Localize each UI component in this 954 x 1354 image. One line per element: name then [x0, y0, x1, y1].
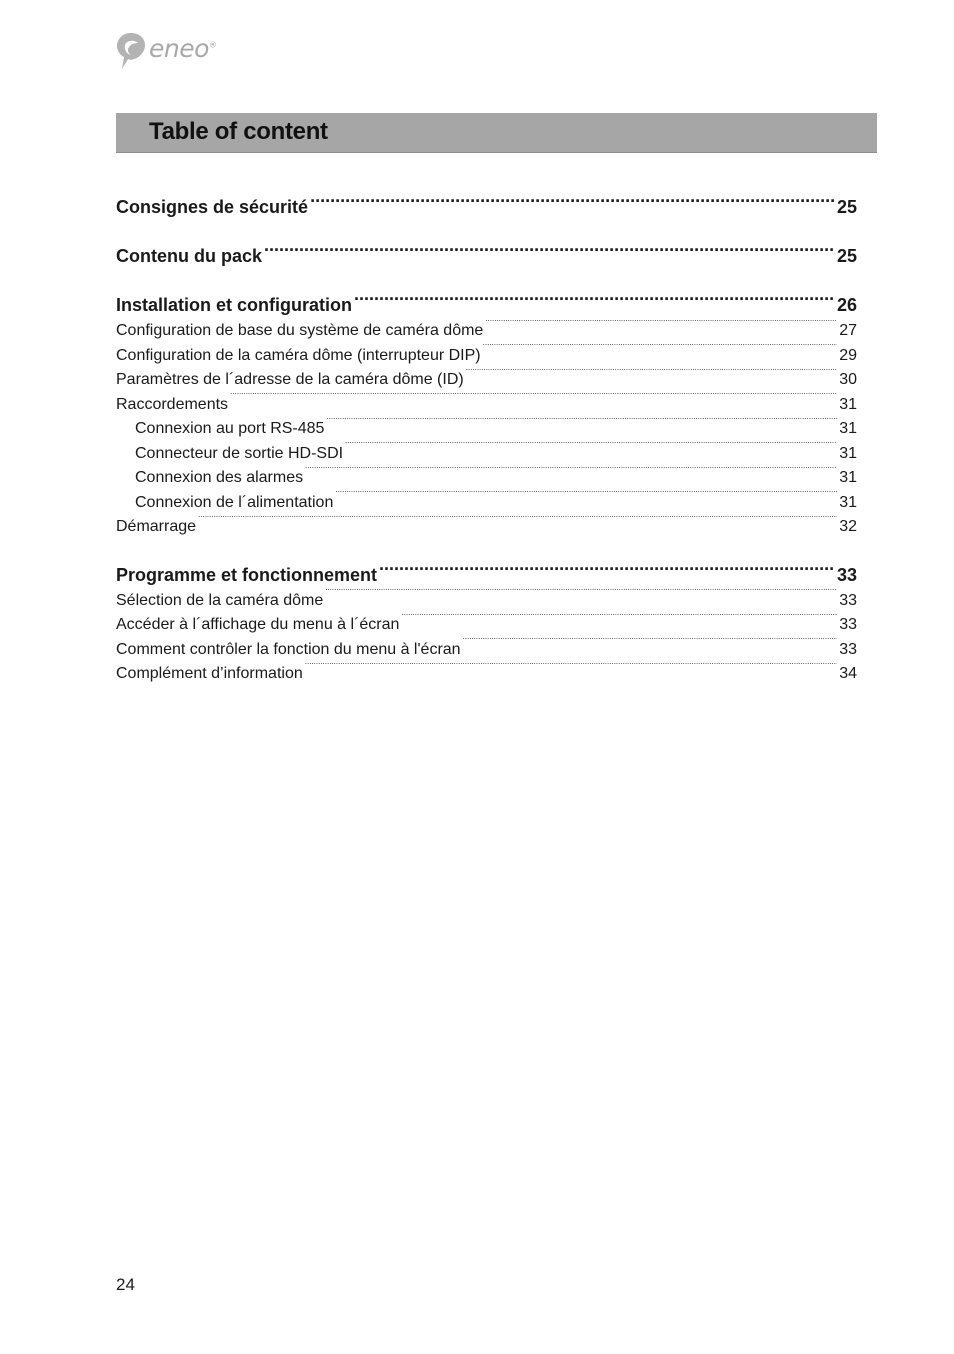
toc-entry-label: Contenu du pack: [116, 246, 263, 266]
toc-entry-page: 30: [839, 371, 857, 388]
toc-dot-leader: [310, 195, 835, 213]
toc-dot-leader: [354, 293, 835, 311]
toc-entry-label: Programme et fonctionnement: [116, 564, 378, 585]
toc-entry[interactable]: [116, 242, 857, 270]
toc-dot-leader: [483, 344, 838, 360]
toc-entry-label: Installation et configuration: [116, 295, 353, 315]
toc-dot-leader: [305, 662, 837, 678]
toc-entry-page: 26: [836, 295, 857, 315]
toc-entry[interactable]: [116, 561, 857, 589]
toc-dot-leader: [463, 638, 838, 654]
toc-entry-label: Connexion au port RS-485: [135, 420, 325, 437]
toc-entry-label: Complément d’information: [116, 665, 303, 682]
toc-entry[interactable]: [116, 417, 857, 442]
toc-entry-label: Comment contrôler la fonction du menu à l'écran: [116, 640, 461, 658]
toc-entry-label: Connecteur de sortie HD-SDI: [135, 444, 344, 462]
toc-entry-label: Configuration de base du système de caméra dôme: [116, 322, 484, 339]
toc-dot-leader: [335, 491, 837, 507]
toc-entry[interactable]: [116, 393, 857, 418]
toc-entry-label: Paramètres de l´adresse de la caméra dôme (ID): [116, 371, 464, 388]
toc-entry[interactable]: [116, 193, 857, 221]
toc-dot-leader: [264, 244, 835, 262]
toc-entry-label: Consignes de sécurité: [116, 197, 309, 217]
toc-entry-page: 31: [839, 493, 857, 511]
toc-dot-leader: [379, 563, 835, 581]
toc-entry-label: Démarrage: [116, 518, 197, 535]
title-bar: [116, 113, 877, 153]
toc-entry[interactable]: [116, 613, 857, 638]
toc-entry[interactable]: [116, 368, 857, 393]
toc-entry-page: 31: [839, 395, 857, 413]
toc-entry[interactable]: [116, 638, 857, 663]
toc-entry-page: 31: [839, 469, 857, 486]
toc-entry-label: Sélection de la caméra dôme: [116, 591, 324, 609]
toc-entry-label: Raccordements: [116, 395, 229, 413]
toc-dot-leader: [345, 442, 837, 458]
toc-entry-page: 33: [836, 564, 857, 585]
toc-entry[interactable]: [116, 291, 857, 319]
toc-entry-page: 29: [839, 346, 857, 364]
toc-entry[interactable]: [116, 589, 857, 614]
toc-entry[interactable]: [116, 662, 857, 687]
toc-entry-page: 25: [836, 197, 857, 217]
table-of-contents: [116, 193, 857, 687]
brand-logo: [114, 30, 216, 72]
toc-entry-page: 33: [839, 640, 857, 658]
toc-entry-page: 34: [839, 665, 857, 682]
toc-dot-leader: [198, 515, 837, 531]
toc-dot-leader: [401, 613, 837, 629]
toc-dot-leader: [230, 393, 837, 409]
page-title: Table of content: [149, 118, 328, 145]
toc-dot-leader: [325, 589, 837, 605]
toc-entry[interactable]: [116, 466, 857, 491]
logo-text: eneo®: [149, 33, 217, 63]
toc-entry[interactable]: [116, 491, 857, 516]
toc-entry-page: 32: [839, 518, 857, 535]
toc-entry-page: 25: [836, 246, 857, 266]
toc-entry[interactable]: [116, 515, 857, 540]
toc-entry-label: Connexion des alarmes: [135, 469, 304, 486]
toc-entry[interactable]: [116, 319, 857, 344]
toc-entry-label: Accéder à l´affichage du menu à l´écran: [116, 616, 400, 633]
toc-entry-page: 33: [839, 616, 857, 633]
toc-entry-page: 31: [839, 444, 857, 462]
toc-entry-page: 31: [839, 420, 857, 437]
toc-dot-leader: [305, 466, 837, 482]
toc-entry-label: Connexion de l´alimentation: [135, 493, 334, 511]
toc-entry-page: 27: [839, 322, 857, 339]
toc-dot-leader: [466, 368, 838, 384]
toc-dot-leader: [326, 417, 837, 433]
page-number: 24: [116, 1275, 135, 1294]
toc-entry[interactable]: [116, 442, 857, 467]
toc-dot-leader: [485, 319, 837, 335]
eneo-logo-icon: [114, 31, 148, 71]
toc-entry[interactable]: [116, 344, 857, 369]
toc-entry-label: Configuration de la caméra dôme (interrupteur DIP): [116, 346, 481, 364]
toc-entry-page: 33: [839, 591, 857, 609]
